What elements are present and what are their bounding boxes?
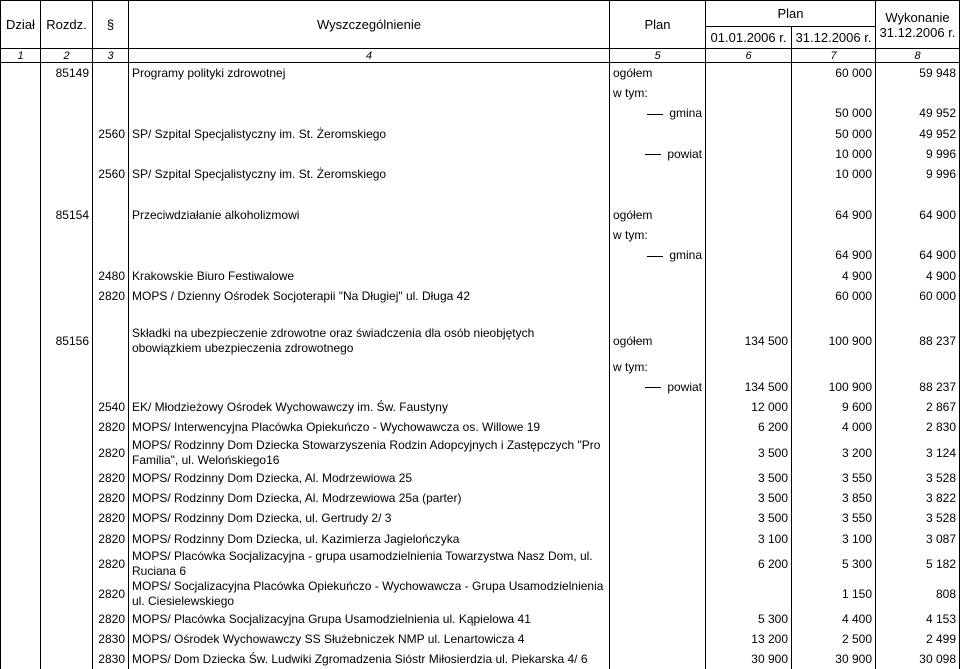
table-row xyxy=(1,629,960,649)
cell-plan-label xyxy=(610,377,706,397)
table-row xyxy=(1,286,960,306)
header-plan: Plan xyxy=(610,1,706,49)
cell-paragraph: 2820 xyxy=(93,438,129,468)
cell-paragraph: 2820 xyxy=(93,286,129,306)
cell-plan-end: 64 900 xyxy=(792,205,876,225)
table-row xyxy=(1,103,960,123)
table-row xyxy=(1,245,960,265)
header-wyszczegolnienie: Wyszczególnienie xyxy=(129,1,610,49)
cell-rozdz xyxy=(41,549,93,579)
cell-rozdz xyxy=(41,377,93,397)
cell-wykonanie: 3 528 xyxy=(876,508,960,528)
plan-label-text: ogółem xyxy=(613,334,653,349)
cell-plan-end xyxy=(792,356,876,376)
cell-paragraph xyxy=(93,377,129,397)
cell-description: MOPS / Dzienny Ośrodek Socjoterapii "Na Długiej" ul. Długa 42 xyxy=(129,286,610,306)
cell-description xyxy=(129,356,610,376)
table-row xyxy=(1,528,960,548)
cell-plan-label xyxy=(610,225,706,245)
cell-dzial xyxy=(1,63,41,83)
cell-plan-end: 10 000 xyxy=(792,164,876,184)
plan-label-text: ogółem xyxy=(613,207,653,222)
cell-paragraph xyxy=(93,144,129,164)
table-row xyxy=(1,205,960,225)
cell-wykonanie: 49 952 xyxy=(876,103,960,123)
cell-plan-end: 3 550 xyxy=(792,468,876,488)
plan-label-text: w tym: xyxy=(613,228,648,243)
cell-plan-start xyxy=(706,123,792,143)
cell-wykonanie: 808 xyxy=(876,579,960,609)
cell-plan-start: 5 300 xyxy=(706,609,792,629)
cell-paragraph xyxy=(93,356,129,376)
cell-plan-label xyxy=(610,609,706,629)
header-wykonanie xyxy=(876,1,960,49)
cell-description: MOPS/ Rodzinny Dom Dziecka Stowarzyszenia Rodzin Adopcyjnych i Zastępczych "Pro Familia", ul. Welońskiego16 xyxy=(129,438,610,468)
cell-wykonanie: 60 000 xyxy=(876,286,960,306)
cell-paragraph: 2820 xyxy=(93,528,129,548)
cell-rozdz: 85156 xyxy=(41,326,93,356)
cell-plan-start xyxy=(706,225,792,245)
table-row xyxy=(1,397,960,417)
cell-paragraph: 2820 xyxy=(93,508,129,528)
dash-marker xyxy=(647,114,663,115)
cell-plan-start: 3 500 xyxy=(706,508,792,528)
cell-description xyxy=(129,225,610,245)
cell-plan-label xyxy=(610,356,706,376)
plan-label-text: ogółem xyxy=(613,65,653,80)
col-number: 3 xyxy=(93,49,129,63)
cell-paragraph xyxy=(93,306,129,326)
cell-wykonanie: 3 087 xyxy=(876,528,960,548)
cell-rozdz xyxy=(41,103,93,123)
cell-plan-start xyxy=(706,356,792,376)
col-number: 5 xyxy=(610,49,706,63)
cell-paragraph: 2560 xyxy=(93,123,129,143)
cell-plan-label xyxy=(610,326,706,356)
cell-rozdz xyxy=(41,417,93,437)
cell-plan-start xyxy=(706,83,792,103)
cell-description xyxy=(129,83,610,103)
cell-rozdz xyxy=(41,579,93,609)
cell-plan-label xyxy=(610,63,706,83)
cell-wykonanie xyxy=(876,306,960,326)
col-number: 4 xyxy=(129,49,610,63)
cell-paragraph: 2560 xyxy=(93,164,129,184)
cell-plan-label xyxy=(610,649,706,669)
cell-rozdz: 85149 xyxy=(41,63,93,83)
cell-dzial xyxy=(1,579,41,609)
cell-dzial xyxy=(1,649,41,669)
table-row xyxy=(1,488,960,508)
cell-dzial xyxy=(1,488,41,508)
cell-plan-label xyxy=(610,528,706,548)
plan-label-text: powiat xyxy=(667,146,702,161)
cell-rozdz xyxy=(41,488,93,508)
cell-plan-label xyxy=(610,488,706,508)
cell-wykonanie: 64 900 xyxy=(876,245,960,265)
cell-plan-start xyxy=(706,306,792,326)
cell-wykonanie: 3 822 xyxy=(876,488,960,508)
cell-plan-end: 60 000 xyxy=(792,286,876,306)
table-body xyxy=(1,63,960,669)
cell-plan-start: 6 200 xyxy=(706,417,792,437)
cell-plan-label xyxy=(610,397,706,417)
cell-description xyxy=(129,144,610,164)
cell-plan-start: 12 000 xyxy=(706,397,792,417)
cell-wykonanie: 88 237 xyxy=(876,377,960,397)
header-wykonanie-label: Wykonanie xyxy=(885,9,950,25)
cell-plan-start xyxy=(706,144,792,164)
cell-plan-end: 1 150 xyxy=(792,579,876,609)
cell-paragraph: 2820 xyxy=(93,549,129,579)
cell-plan-end: 60 000 xyxy=(792,63,876,83)
cell-plan-label xyxy=(610,579,706,609)
cell-plan-end: 100 900 xyxy=(792,377,876,397)
table-row xyxy=(1,649,960,669)
cell-wykonanie: 4 153 xyxy=(876,609,960,629)
cell-dzial xyxy=(1,549,41,579)
col-number: 8 xyxy=(876,49,960,63)
cell-paragraph xyxy=(93,326,129,356)
cell-plan-label xyxy=(610,417,706,437)
cell-dzial xyxy=(1,326,41,356)
cell-dzial xyxy=(1,144,41,164)
cell-plan-end xyxy=(792,225,876,245)
cell-plan-label xyxy=(610,438,706,468)
table-row xyxy=(1,265,960,285)
cell-paragraph xyxy=(93,103,129,123)
cell-plan-start xyxy=(706,286,792,306)
table-row xyxy=(1,579,960,609)
cell-rozdz xyxy=(41,245,93,265)
cell-dzial xyxy=(1,609,41,629)
cell-description: MOPS/ Interwencyjna Placówka Opiekuńczo - Wychowawcza os. Willowe 19 xyxy=(129,417,610,437)
cell-wykonanie: 2 830 xyxy=(876,417,960,437)
dash-marker xyxy=(645,154,661,155)
cell-plan-start xyxy=(706,184,792,204)
cell-description: MOPS/ Rodzinny Dom Dziecka, ul. Kazimierza Jagielończyka xyxy=(129,528,610,548)
cell-wykonanie xyxy=(876,225,960,245)
cell-plan-label xyxy=(610,286,706,306)
col-number: 1 xyxy=(1,49,41,63)
cell-plan-label xyxy=(610,549,706,579)
cell-wykonanie: 9 996 xyxy=(876,144,960,164)
cell-plan-label xyxy=(610,629,706,649)
cell-plan-start: 30 900 xyxy=(706,649,792,669)
cell-plan-start: 134 500 xyxy=(706,326,792,356)
cell-description: Programy polityki zdrowotnej xyxy=(129,63,610,83)
cell-wykonanie: 2 867 xyxy=(876,397,960,417)
cell-plan-label xyxy=(610,184,706,204)
cell-description: Przeciwdziałanie alkoholizmowi xyxy=(129,205,610,225)
table-row xyxy=(1,225,960,245)
cell-dzial xyxy=(1,265,41,285)
col-number: 7 xyxy=(792,49,876,63)
cell-description: MOPS/ Socjalizacyjna Placówka Opiekuńczo - Wychowawcza - Grupa Usamodzielnienia ul. Ciesielewskiego xyxy=(129,579,610,609)
cell-rozdz xyxy=(41,184,93,204)
table-row xyxy=(1,468,960,488)
cell-paragraph xyxy=(93,245,129,265)
table-row xyxy=(1,184,960,204)
cell-dzial xyxy=(1,164,41,184)
cell-plan-end: 100 900 xyxy=(792,326,876,356)
cell-description xyxy=(129,103,610,123)
cell-paragraph: 2820 xyxy=(93,417,129,437)
cell-plan-end: 4 000 xyxy=(792,417,876,437)
cell-wykonanie: 64 900 xyxy=(876,205,960,225)
cell-plan-label xyxy=(610,83,706,103)
cell-plan-label xyxy=(610,103,706,123)
cell-plan-start xyxy=(706,63,792,83)
cell-plan-end: 4 900 xyxy=(792,265,876,285)
cell-wykonanie xyxy=(876,83,960,103)
plan-label-text: gmina xyxy=(669,248,702,263)
cell-rozdz xyxy=(41,144,93,164)
plan-label-text: w tym: xyxy=(613,85,648,100)
cell-description xyxy=(129,184,610,204)
cell-plan-start: 3 100 xyxy=(706,528,792,548)
cell-paragraph: 2820 xyxy=(93,468,129,488)
cell-rozdz xyxy=(41,164,93,184)
plan-label-text: w tym: xyxy=(613,359,648,374)
cell-rozdz xyxy=(41,629,93,649)
cell-dzial xyxy=(1,103,41,123)
cell-plan-end: 3 550 xyxy=(792,508,876,528)
cell-wykonanie: 4 900 xyxy=(876,265,960,285)
cell-dzial xyxy=(1,123,41,143)
cell-paragraph xyxy=(93,225,129,245)
cell-description xyxy=(129,245,610,265)
table-row xyxy=(1,123,960,143)
dash-marker xyxy=(645,387,661,388)
cell-plan-label xyxy=(610,164,706,184)
header-dzial: Dział xyxy=(1,1,41,49)
cell-paragraph: 2540 xyxy=(93,397,129,417)
cell-dzial xyxy=(1,468,41,488)
cell-wykonanie: 3 124 xyxy=(876,438,960,468)
cell-wykonanie: 3 528 xyxy=(876,468,960,488)
cell-plan-label xyxy=(610,144,706,164)
cell-rozdz xyxy=(41,397,93,417)
cell-plan-end: 9 600 xyxy=(792,397,876,417)
cell-description: MOPS/ Dom Dziecka Św. Ludwiki Zgromadzenia Sióstr Miłosierdzia ul. Piekarska 4/ 6 xyxy=(129,649,610,669)
table-row xyxy=(1,438,960,468)
cell-plan-end: 30 900 xyxy=(792,649,876,669)
header-plan-date2: 31.12.2006 r. xyxy=(792,27,876,49)
cell-plan-end: 3 200 xyxy=(792,438,876,468)
cell-dzial xyxy=(1,356,41,376)
cell-plan-start: 3 500 xyxy=(706,438,792,468)
cell-plan-label xyxy=(610,205,706,225)
cell-description: EK/ Młodzieżowy Ośrodek Wychowawczy im. Św. Faustyny xyxy=(129,397,610,417)
cell-paragraph: 2820 xyxy=(93,579,129,609)
cell-plan-start xyxy=(706,103,792,123)
cell-description: Składki na ubezpieczenie zdrowotne oraz świadczenia dla osób nieobjętych obowiązkiem ubezpieczenia zdrowotnego xyxy=(129,326,610,356)
table-row xyxy=(1,83,960,103)
cell-dzial xyxy=(1,508,41,528)
cell-paragraph xyxy=(93,184,129,204)
table-row xyxy=(1,609,960,629)
table-row xyxy=(1,377,960,397)
cell-rozdz xyxy=(41,649,93,669)
header-wykonanie-date: 31.12.2006 r. xyxy=(879,24,956,40)
cell-plan-label xyxy=(610,265,706,285)
cell-paragraph: 2820 xyxy=(93,609,129,629)
cell-paragraph: 2820 xyxy=(93,488,129,508)
cell-wykonanie: 49 952 xyxy=(876,123,960,143)
cell-rozdz: 85154 xyxy=(41,205,93,225)
cell-rozdz xyxy=(41,83,93,103)
cell-plan-end: 50 000 xyxy=(792,103,876,123)
cell-dzial xyxy=(1,629,41,649)
cell-description xyxy=(129,306,610,326)
table-row xyxy=(1,164,960,184)
cell-plan-end: 2 500 xyxy=(792,629,876,649)
cell-dzial xyxy=(1,528,41,548)
plan-label-text: gmina xyxy=(669,106,702,121)
table-row xyxy=(1,306,960,326)
header-rozdz: Rozdz. xyxy=(41,1,93,49)
cell-paragraph: 2830 xyxy=(93,629,129,649)
dash-marker xyxy=(647,256,663,257)
cell-dzial xyxy=(1,417,41,437)
cell-wykonanie: 30 098 xyxy=(876,649,960,669)
cell-rozdz xyxy=(41,609,93,629)
cell-paragraph xyxy=(93,63,129,83)
cell-dzial xyxy=(1,306,41,326)
cell-plan-end xyxy=(792,184,876,204)
cell-description: MOPS/ Rodzinny Dom Dziecka, Al. Modrzewiowa 25 xyxy=(129,468,610,488)
cell-dzial xyxy=(1,377,41,397)
cell-wykonanie: 5 182 xyxy=(876,549,960,579)
cell-rozdz xyxy=(41,286,93,306)
cell-wykonanie: 2 499 xyxy=(876,629,960,649)
cell-plan-start: 13 200 xyxy=(706,629,792,649)
cell-paragraph: 2830 xyxy=(93,649,129,669)
cell-rozdz xyxy=(41,306,93,326)
cell-rozdz xyxy=(41,508,93,528)
cell-rozdz xyxy=(41,265,93,285)
table-row xyxy=(1,417,960,437)
col-number: 2 xyxy=(41,49,93,63)
cell-rozdz xyxy=(41,438,93,468)
cell-plan-label xyxy=(610,508,706,528)
cell-dzial xyxy=(1,397,41,417)
table-row xyxy=(1,326,960,356)
cell-plan-start: 3 500 xyxy=(706,468,792,488)
cell-wykonanie: 88 237 xyxy=(876,326,960,356)
cell-wykonanie: 59 948 xyxy=(876,63,960,83)
cell-plan-start xyxy=(706,265,792,285)
cell-plan-start xyxy=(706,245,792,265)
cell-plan-end xyxy=(792,306,876,326)
cell-dzial xyxy=(1,438,41,468)
cell-description: MOPS/ Placówka Socjalizacyjna Grupa Usamodzielnienia ul. Kąpielowa 41 xyxy=(129,609,610,629)
cell-plan-label xyxy=(610,245,706,265)
cell-plan-end: 3 850 xyxy=(792,488,876,508)
cell-description: MOPS/ Rodzinny Dom Dziecka, ul. Gertrudy 2/ 3 xyxy=(129,508,610,528)
col-number: 6 xyxy=(706,49,792,63)
cell-plan-end xyxy=(792,83,876,103)
cell-dzial xyxy=(1,83,41,103)
cell-rozdz xyxy=(41,528,93,548)
cell-dzial xyxy=(1,184,41,204)
cell-plan-start xyxy=(706,579,792,609)
cell-plan-end: 5 300 xyxy=(792,549,876,579)
cell-paragraph: 2480 xyxy=(93,265,129,285)
cell-rozdz xyxy=(41,468,93,488)
cell-wykonanie xyxy=(876,356,960,376)
cell-wykonanie xyxy=(876,184,960,204)
cell-plan-end: 4 400 xyxy=(792,609,876,629)
cell-plan-start xyxy=(706,205,792,225)
cell-paragraph xyxy=(93,205,129,225)
cell-description: Krakowskie Biuro Festiwalowe xyxy=(129,265,610,285)
cell-plan-end: 10 000 xyxy=(792,144,876,164)
cell-paragraph xyxy=(93,83,129,103)
header-paragraph: § xyxy=(93,1,129,49)
cell-rozdz xyxy=(41,356,93,376)
cell-plan-label xyxy=(610,468,706,488)
cell-plan-end: 3 100 xyxy=(792,528,876,548)
cell-plan-start: 6 200 xyxy=(706,549,792,579)
table-row xyxy=(1,356,960,376)
table-row xyxy=(1,549,960,579)
cell-description: MOPS/ Ośrodek Wychowawczy SS Służebniczek NMP ul. Lenartowicza 4 xyxy=(129,629,610,649)
cell-plan-label xyxy=(610,123,706,143)
cell-rozdz xyxy=(41,123,93,143)
cell-dzial xyxy=(1,245,41,265)
table-row xyxy=(1,63,960,83)
cell-wykonanie: 9 996 xyxy=(876,164,960,184)
header-plan-date1: 01.01.2006 r. xyxy=(706,27,792,49)
cell-dzial xyxy=(1,225,41,245)
cell-plan-label xyxy=(610,306,706,326)
cell-dzial xyxy=(1,205,41,225)
cell-plan-end: 50 000 xyxy=(792,123,876,143)
cell-plan-start: 3 500 xyxy=(706,488,792,508)
cell-description: MOPS/ Rodzinny Dom Dziecka, Al. Modrzewiowa 25a (parter) xyxy=(129,488,610,508)
table-row xyxy=(1,508,960,528)
cell-plan-start: 134 500 xyxy=(706,377,792,397)
cell-description: SP/ Szpital Specjalistyczny im. St. Żeromskiego xyxy=(129,164,610,184)
cell-description xyxy=(129,377,610,397)
cell-description: SP/ Szpital Specjalistyczny im. St. Żeromskiego xyxy=(129,123,610,143)
cell-plan-end: 64 900 xyxy=(792,245,876,265)
cell-description: MOPS/ Placówka Socjalizacyjna - grupa usamodzielnienia Towarzystwa Nasz Dom, ul. Ruciana 6 xyxy=(129,549,610,579)
cell-plan-start xyxy=(706,164,792,184)
plan-label-text: powiat xyxy=(667,379,702,394)
header-plan-group: Plan xyxy=(706,1,876,27)
cell-rozdz xyxy=(41,225,93,245)
cell-dzial xyxy=(1,286,41,306)
table-row xyxy=(1,144,960,164)
